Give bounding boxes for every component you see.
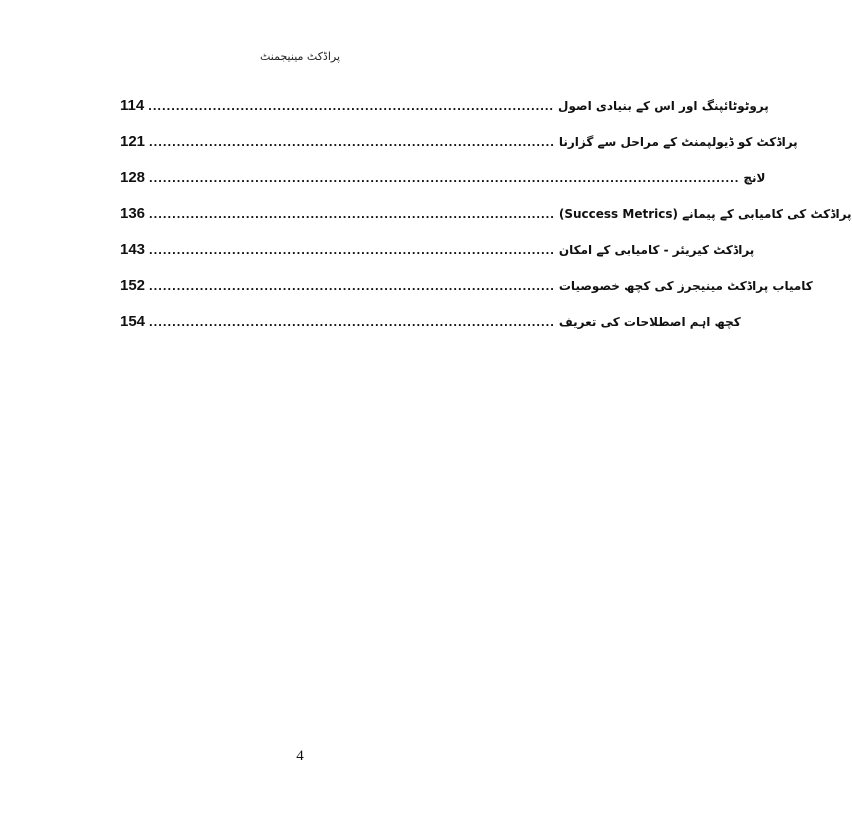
toc-entry [120, 196, 852, 232]
toc-page-number: 121 [120, 133, 146, 150]
toc-title: لانچ [743, 171, 766, 185]
toc-title: پراڈکٹ کیریئر - کامیابی کے امکان [558, 243, 755, 257]
toc-dot-leader: ........................................................................................ [149, 242, 555, 257]
toc-dot-leader: ........................................................................................ [149, 134, 555, 149]
page-number: 4 [296, 748, 304, 764]
toc-page-number: 114 [120, 97, 145, 114]
toc-entry [120, 124, 798, 160]
table-of-contents [120, 88, 852, 340]
toc-page-number: 152 [120, 277, 146, 294]
toc-title: پروٹوٹائپنگ اور اس کے بنیادی اصول [558, 99, 769, 113]
toc-entry [120, 232, 755, 268]
toc-entry [120, 304, 741, 340]
toc-title: کچھ اہم اصطلاحات کی تعریف [558, 315, 741, 329]
toc-dot-leader: ........................................................................................ [148, 98, 555, 113]
toc-dot-leader: ................................................................................................................................ [149, 170, 740, 185]
toc-dot-leader: ........................................................................................ [149, 278, 555, 293]
toc-dot-leader: ........................................................................................ [149, 206, 555, 221]
toc-title: پراڈکٹ کو ڈیولپمنٹ کے مراحل سے گزارنا [558, 135, 798, 149]
toc-entry [120, 160, 766, 196]
toc-dot-leader: ........................................................................................ [149, 314, 555, 329]
toc-entry [120, 268, 813, 304]
toc-page-number: 136 [120, 205, 146, 222]
toc-page-number: 143 [120, 241, 146, 258]
running-header: پراڈکٹ مینیجمنٹ [259, 50, 341, 63]
toc-title: پراڈکٹ کی کامیابی کے پیمانے (Success Metrics) [558, 207, 852, 221]
toc-title: کامیاب پراڈکٹ مینیجرز کی کچھ خصوصیات [558, 279, 813, 293]
toc-entry [120, 88, 769, 124]
toc-page-number: 154 [120, 313, 146, 330]
toc-page-number: 128 [120, 169, 146, 186]
